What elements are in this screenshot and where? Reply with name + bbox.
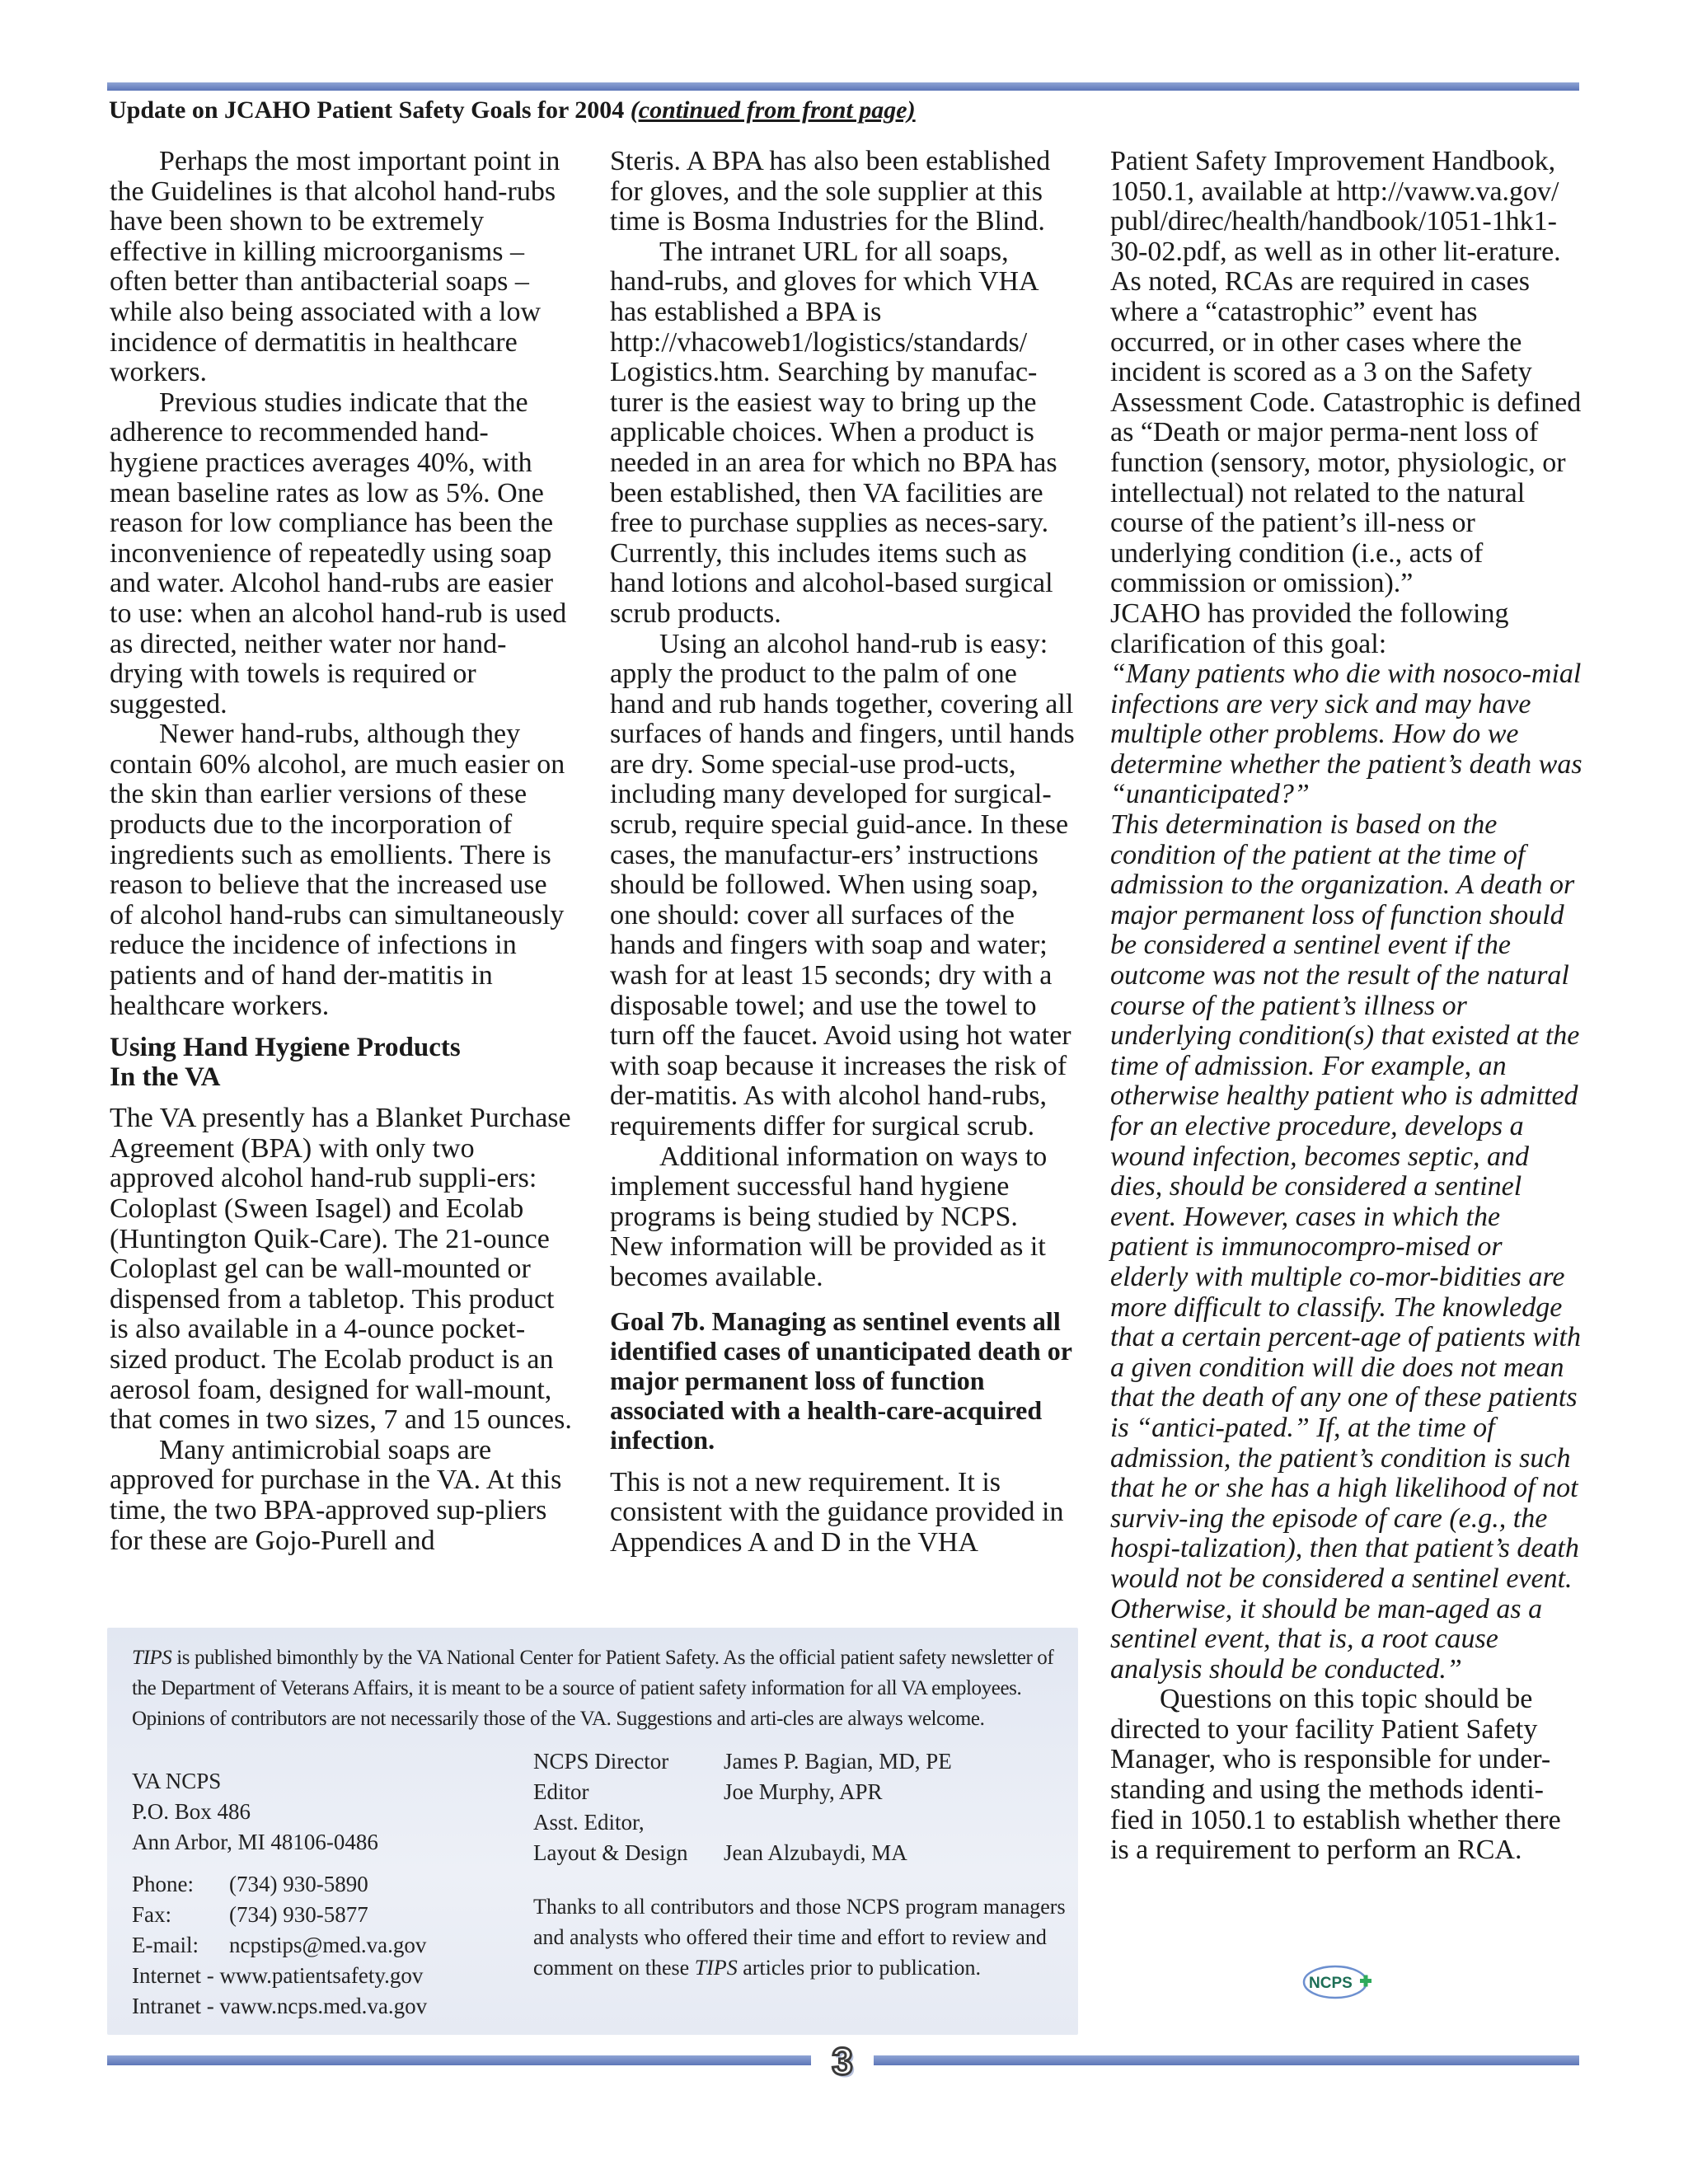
quote-question: “Many patients who die with nosoco-mial infections are very sick and may have multiple other problems. How do we determine whether the patient’s death was “unanticipated?” xyxy=(1110,658,1582,810)
po-box: P.O. Box 486 xyxy=(132,1799,251,1824)
phone-label: Phone: xyxy=(132,1872,195,1896)
email-link[interactable]: ncpstips@med.va.gov xyxy=(229,1933,427,1957)
staff-name: James P. Bagian, MD, PE xyxy=(724,1749,952,1774)
paragraph: JCAHO has provided the following clarification of this goal: xyxy=(1110,598,1509,659)
phone-row xyxy=(132,1869,519,1900)
goal-heading: Goal 7b. Managing as sentinel events all identified cases of unanticipated death or major permanent loss of function associated with a health-care-acquired infection. xyxy=(610,1305,1072,1455)
phone-value: (734) 930-5890 xyxy=(229,1872,368,1896)
paragraph: Newer hand-rubs, although they contain 60% alcohol, are much easier on the skin than earlier versions of these products due to the incorporation of ingredients such as emollients. There is reason to believe that the increased use of alcohol hand-rubs can simultaneously reduce the incidence of infections in patients and of hand der-matitis in healthcare workers. xyxy=(110,719,565,1021)
staff-name: Joe Murphy, APR xyxy=(724,1779,883,1804)
staff-list xyxy=(533,1746,1077,1868)
tips-intro-text: is published bimonthly by the VA National Center for Patient Safety. As the official patient safety newsletter of the Department of Veterans Affairs, it is meant to be a source of patient safety information for all VA employees. Opinions of contributors are not necessarily those of the VA. Suggestions and arti-cles are always welcome. xyxy=(132,1647,1054,1730)
staff-row xyxy=(533,1807,1077,1838)
paragraph: This is not a new requirement. It is consistent with the guidance provided in Appendices A and D in the VHA xyxy=(610,1466,1064,1558)
column-1 xyxy=(110,147,575,1556)
paragraph: Using an alcohol hand-rub is easy: apply the product to the palm of one hand and rub hands together, covering all surfaces of hands and fingers, until hands are dry. Some special-use prod-ucts, including many developed for surgical-scrub, require special guid-ance. In these cases, the manufactur-ers’ instructions should be followed. When using soap, one should: cover all surfaces of the hands and fingers with soap and water; wash for at least 15 seconds; dry with a disposable towel; and use the towel to turn off the faucet. Avoid using hot water with soap because it increases the risk of der-matitis. As with alcohol hand-rubs, requirements differ for surgical scrub. xyxy=(610,628,1075,1141)
intranet-link[interactable]: Intranet - vaww.ncps.med.va.gov xyxy=(132,1994,428,2018)
city: Ann Arbor, MI 48106-0486 xyxy=(132,1830,378,1854)
quote-answer: This determination is based on the condition of the patient at the time of admission to the organization. A death or major permanent loss of function should be considered a sentinel event if the outcome was not the result of the natural course of the patient’s illness or underlying condition(s) that existed at the time of admission. For example, an otherwise healthy patient who is admitted for an elective procedure, develops a wound infection, becomes septic, and dies, should be considered a sentinel event. However, cases in which the patient is immunocompro-mised or elderly with multiple co-mor-bidities are more difficult to classify. The knowledge that a certain percent-age of patients with a given condition will die does not mean that the death of any one of these patients is “antici-pated.” If, at the time of admission, the patient’s condition is such that he or she has a high likelihood of not surviv-ing the episode of care (e.g., the hospi-talization), then that patient’s death would not be considered a sentinel event. Otherwise, it should be man-aged as a sentinel event, that is, a root cause analysis should be conducted.” xyxy=(1110,809,1581,1685)
staff-name: Jean Alzubaydi, MA xyxy=(724,1840,907,1865)
email-row xyxy=(132,1930,519,1961)
headline-title: Update on JCAHO Patient Safety Goals for 2004 xyxy=(109,96,631,124)
top-rule xyxy=(107,82,1579,91)
column-3 xyxy=(1110,147,1584,1866)
heading-line: Using Hand Hygiene Products xyxy=(110,1033,461,1063)
thanks-end: articles prior to publication. xyxy=(737,1956,981,1980)
staff-role: NCPS Director xyxy=(533,1749,669,1774)
staff-row xyxy=(533,1746,1077,1777)
fax-row xyxy=(132,1900,519,1930)
staff-row xyxy=(533,1777,1077,1807)
fax-value: (734) 930-5877 xyxy=(229,1902,368,1927)
staff-row xyxy=(533,1838,1077,1868)
paragraph: The VA presently has a Blanket Purchase Agreement (BPA) with only two approved alcohol hand-rub suppli-ers: Coloplast (Sween Isagel) and Ecolab (Huntington Quik-Care). The 21-ounce Coloplast gel can be wall-mounted or dispensed from a tabletop. This product is also available in a 4-ounce pocket-sized product. The Ecolab product is an aerosol foam, designed for wall-mount, that comes in two sizes, 7 and 15 ounces. xyxy=(110,1103,572,1436)
staff-role: Layout & Design xyxy=(533,1840,688,1865)
paragraph: Steris. A BPA has also been established for gloves, and the sole supplier at this time is Bosma Industries for the Blind. xyxy=(610,146,1051,237)
internet-link[interactable]: Internet - www.patientsafety.gov xyxy=(132,1963,424,1988)
column-2 xyxy=(610,147,1076,1558)
tips-intro xyxy=(132,1643,1055,1734)
paragraph: Patient Safety Improvement Handbook, 1050.1, available at http://vaww.va.gov/ publ/direc/health/handbook/1051-1hk1-30-02.pdf, as well as in other lit-erature. As noted, RCAs are required in cases where a “catastrophic” event has occurred, or in other cases where the incident is scored as a 3 on the Safety Assessment Code. Catastrophic is defined as “Death or major perma-nent loss of function (sensory, motor, physiologic, or intellectual) not related to the natural course of the patient’s ill-ness or underlying condition (i.e., acts of commission or omission).” xyxy=(1110,146,1582,599)
logo-text: NCPS xyxy=(1309,1975,1353,1992)
heading-line: In the VA xyxy=(110,1062,221,1093)
tips-title: TIPS xyxy=(132,1647,172,1669)
section-heading xyxy=(110,1033,575,1092)
org-name: VA NCPS xyxy=(132,1769,222,1793)
thanks-tips: TIPS xyxy=(694,1956,738,1980)
staff-role: Asst. Editor, xyxy=(533,1810,645,1835)
paragraph: Additional information on ways to implement successful hand hygiene programs is being studied by NCPS. New information will be provided as it becomes available. xyxy=(610,1141,1048,1292)
paragraph: Perhaps the most important point in the Guidelines is that alcohol hand-rubs have been shown to be extremely effective in killing microorganisms – often better than antibacterial soaps – while also being associated with a low incidence of dermatitis in healthcare workers. xyxy=(110,146,560,388)
paragraph: Questions on this topic should be directed to your facility Patient Safety Manager, who is responsible for under-standing and using the methods identi-fied in 1050.1 to establish whether there is a requirement to perform an RCA. xyxy=(1110,1684,1561,1866)
plus-icon xyxy=(1360,1975,1372,1987)
paragraph: The intranet URL for all soaps, hand-rubs, and gloves for which VHA has established a BPA is http://vhacoweb1/logistics/standards/ Logistics.htm. Searching by manufac-turer is the easiest way to bring up the applicable choices. When a product is needed in an area for which no BPA has been established, then VA facilities are free to purchase supplies as neces-sary. Currently, this includes items such as hand lotions and alcohol-based surgical scrub products. xyxy=(610,236,1057,629)
thanks-text: Thanks to all contributors and those NCPS program managers and analysts who offered their time and effort to review and comment on these xyxy=(533,1895,1066,1980)
continued-link[interactable]: (continued from front page) xyxy=(630,96,916,124)
article-headline xyxy=(109,94,1576,127)
ncps-logo xyxy=(1302,1964,1376,2000)
page-number: 3 xyxy=(832,2040,853,2083)
staff-role: Editor xyxy=(533,1779,589,1804)
thanks-note xyxy=(533,1891,1069,1983)
fax-label: Fax: xyxy=(132,1902,172,1927)
paragraph: Many antimicrobial soaps are approved for purchase in the VA. At this time, the two BPA-approved sup-pliers for these are Gojo-Purell and xyxy=(110,1434,562,1556)
page-number-badge xyxy=(811,2040,874,2083)
tips-info-box xyxy=(107,1628,1078,2035)
paragraph: Previous studies indicate that the adherence to recommended hand-hygiene practices averages 40%, with mean baseline rates as low as 5%. One reason for low compliance has been the inconvenience of repeatedly using soap and water. Alcohol hand-rubs are easier to use: when an alcohol hand-rub is used as directed, neither water nor hand-drying with towels is required or suggested. xyxy=(110,387,567,719)
contact-address xyxy=(132,1766,519,2022)
email-label: E-mail: xyxy=(132,1933,199,1957)
